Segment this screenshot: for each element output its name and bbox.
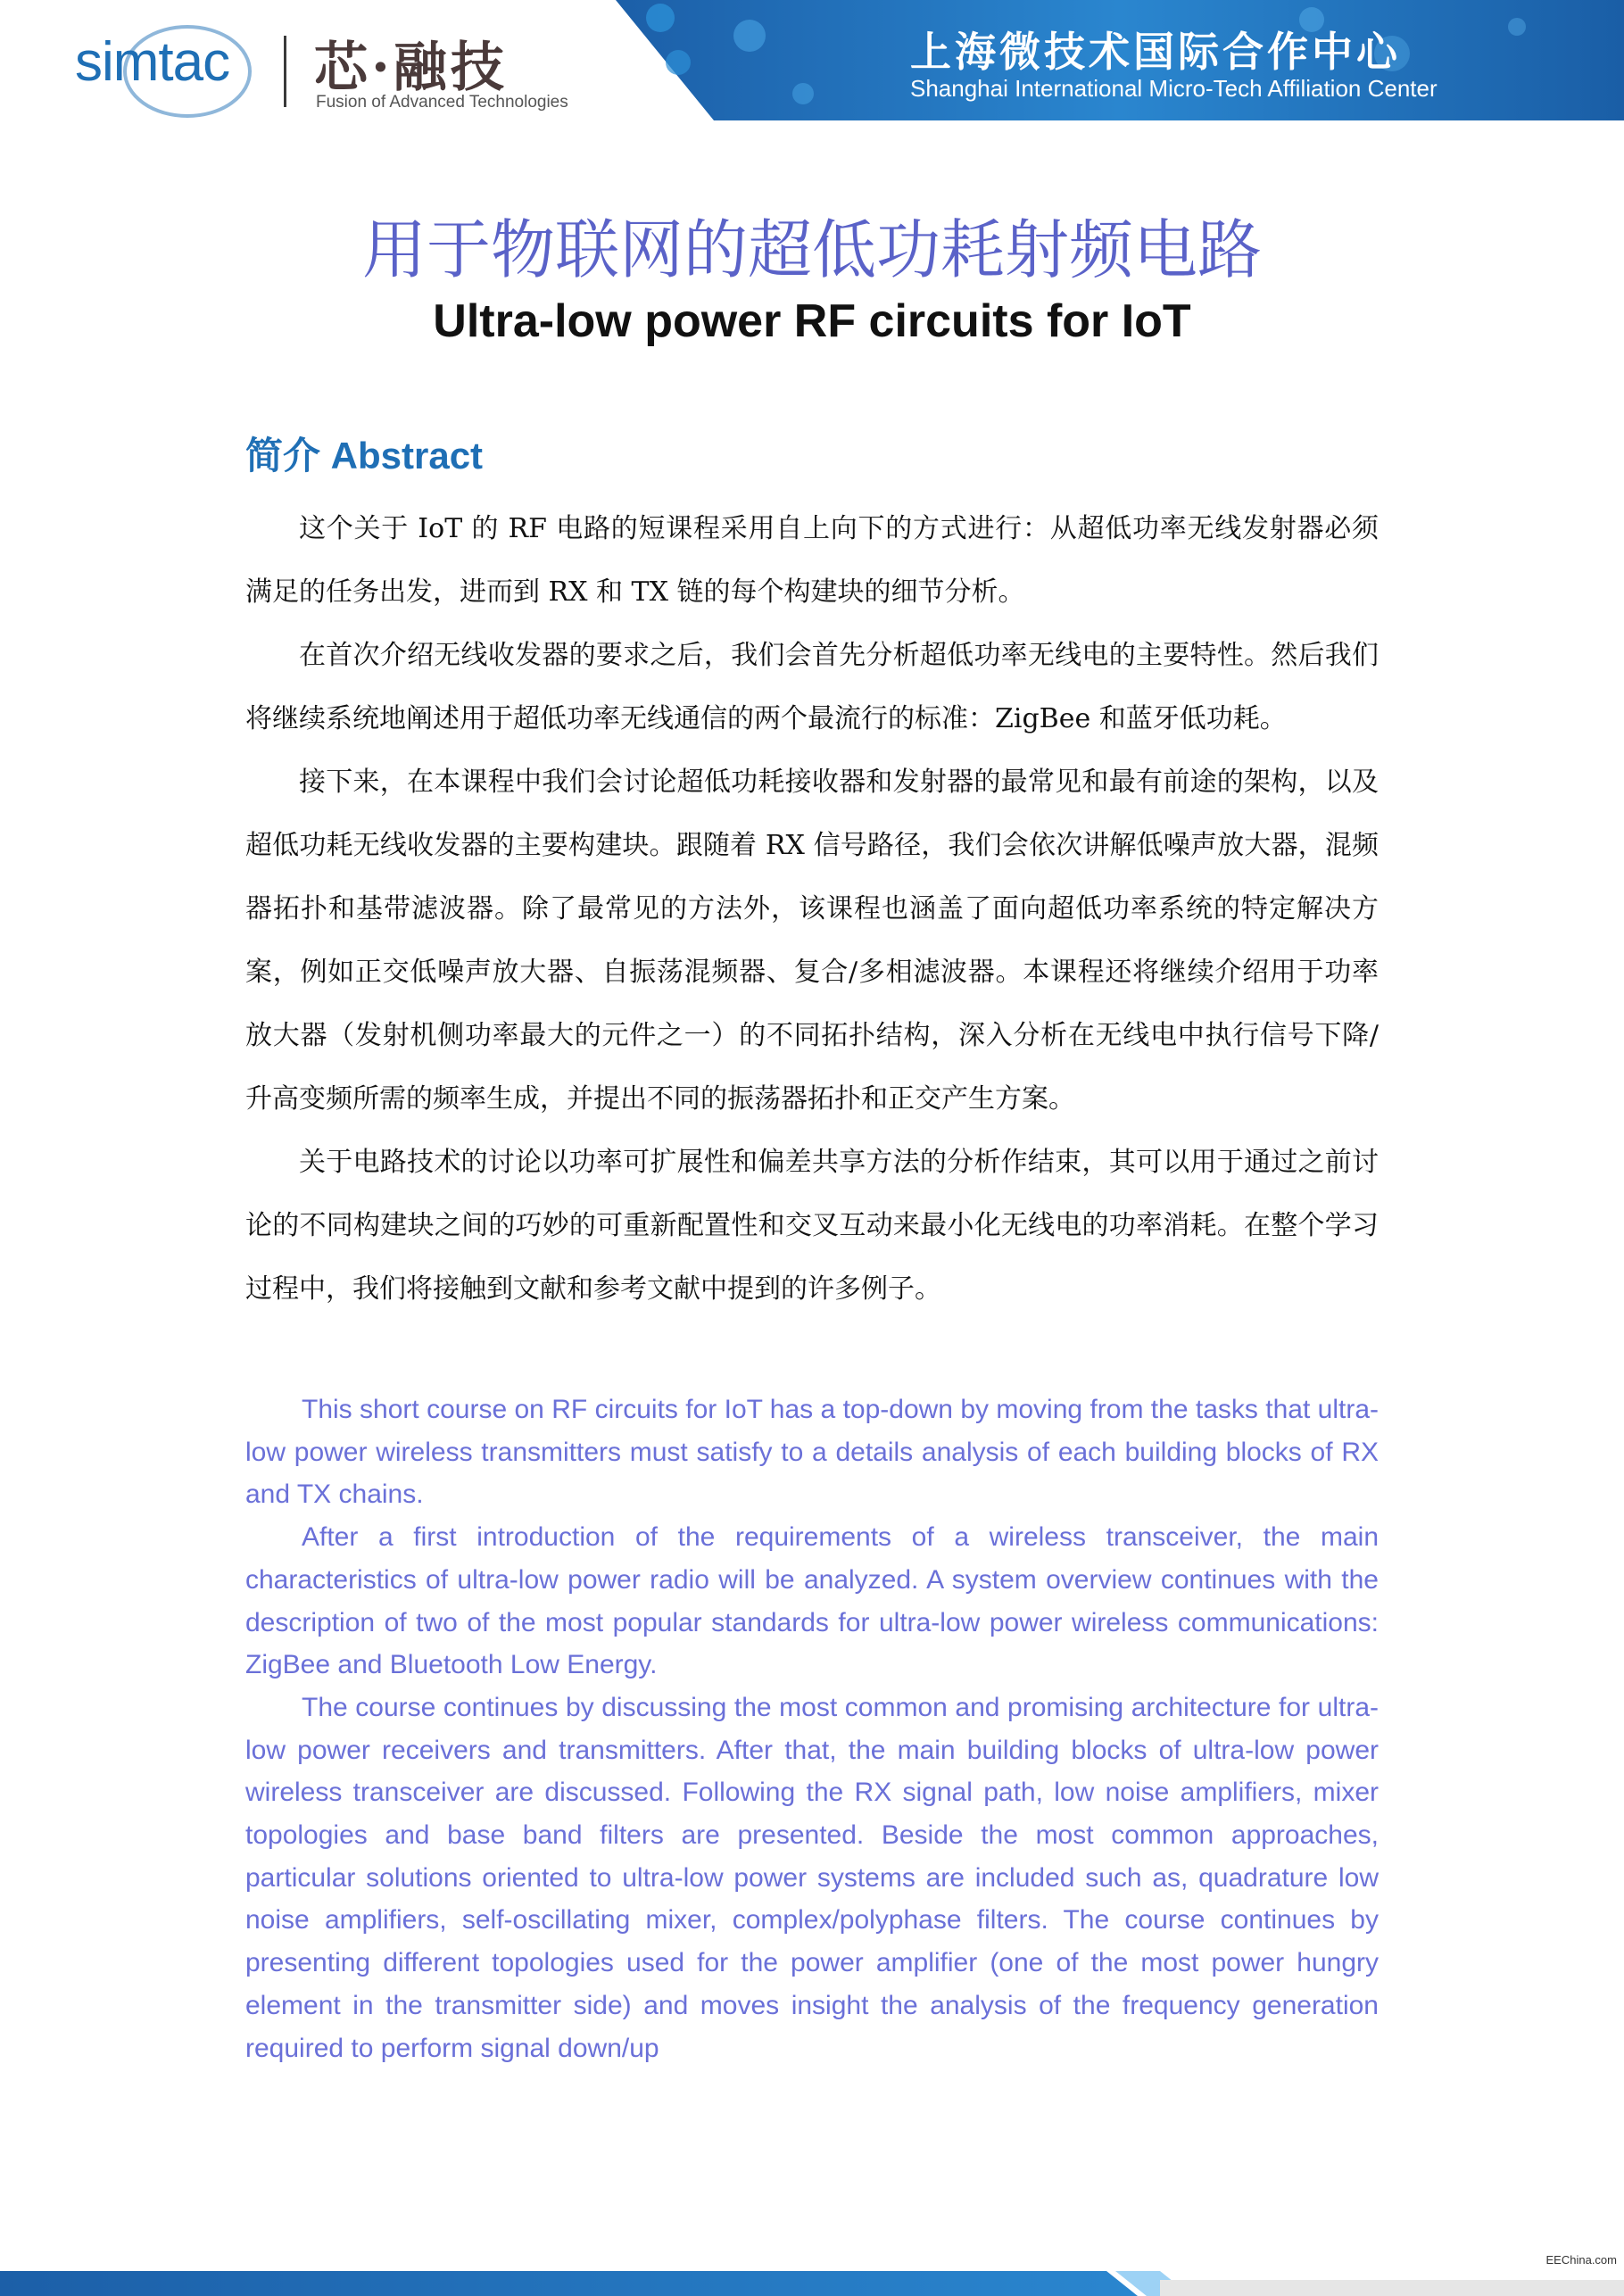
watermark-text: EEChina.com — [1545, 2253, 1617, 2267]
page-footer — [0, 2267, 1624, 2296]
zh-paragraph: 在首次介绍无线收发器的要求之后，我们会首先分析超低功率无线电的主要特性。然后我们将继续系统地阐述用于超低功率无线通信的两个最流行的标准：ZigBee 和蓝牙低功耗。 — [245, 640, 1379, 734]
zh-paragraph: 关于电路技术的讨论以功率可扩展性和偏差共享方法的分析作结束，其可以用于通过之前讨论的不同构建块之间的巧妙的可重新配置性和交叉互动来最小化无线电的功率消耗。在整个学习过程中，我们将接触到文献和参考文献中提到的许多例子。 — [245, 1147, 1379, 1305]
logo-divider — [284, 36, 286, 107]
abstract-chinese — [245, 497, 1379, 1321]
simtac-logo: simtac — [75, 31, 230, 93]
logo-tagline: Fusion of Advanced Technologies — [316, 93, 568, 112]
logo-chinese-name: 芯·融技 — [314, 37, 508, 99]
center-name-chinese: 上海微技术国际合作中心 — [910, 28, 1401, 76]
en-paragraph: The course continues by discussing the most common and promising architecture for ultra-low power receivers and transmitters. After that, the main building blocks of ultra-low power wireless transceiver are discussed. Following the RX signal path, low noise amplifiers, mixer topologies and base band filters are presented. Beside the most common approaches, particular solutions oriented to ultra-low power systems are included such as, quadrature low noise amplifiers, self-oscillating mixer, complex/polyphase filters. The course continues by presenting different topologies used for the power amplifier (one of the most power hungry element in the transmitter side) and moves insight the analysis of the frequency generation required to perform signal down/up — [245, 1692, 1379, 2063]
en-paragraph: After a first introduction of the requirements of a wireless transceiver, the main characteristics of ultra-low power radio will be analyzed. A system overview continues with the description of two of the most popular standards for ultra-low power wireless communications: ZigBee and Bluetooth Low Energy. — [245, 1522, 1379, 1680]
page-header — [0, 0, 1624, 120]
en-paragraph: This short course on RF circuits for IoT has a top-down by moving from the tasks that ultra-low power wireless transmitters must satisfy to a details analysis of each building blocks of RX and TX chains. — [245, 1395, 1379, 1510]
abstract-english — [245, 1388, 1379, 2069]
footer-bar-graphic — [0, 2267, 1624, 2296]
title-english: Ultra-low power RF circuits for IoT — [433, 295, 1191, 347]
center-name-english: Shanghai International Micro-Tech Affiliation Center — [910, 75, 1438, 102]
abstract-heading: 简介 Abstract — [245, 435, 484, 477]
title-chinese: 用于物联网的超低功耗射频电路 — [361, 212, 1262, 287]
zh-paragraph: 这个关于 IoT 的 RF 电路的短课程采用自上向下的方式进行：从超低功率无线发射器必须满足的任务出发，进而到 RX 和 TX 链的每个构建块的细节分析。 — [245, 513, 1379, 608]
zh-paragraph: 接下来，在本课程中我们会讨论超低功耗接收器和发射器的最常见和最有前途的架构，以及超低功耗无线收发器的主要构建块。跟随着 RX 信号路径，我们会依次讲解低噪声放大器，混频器拓扑和基带滤波器。除了最常见的方法外，该课程也涵盖了面向超低功率系统的特定解决方案，例如正交低噪声放大器、自振荡混频器、复合/多相滤波器。本课程还将继续介绍用于功率放大器（发射机侧功率最大的元件之一）的不同拓扑结构，深入分析在无线电中执行信号下降/升高变频所需的频率生成，并提出不同的振荡器拓扑和正交产生方案。 — [245, 767, 1379, 1115]
